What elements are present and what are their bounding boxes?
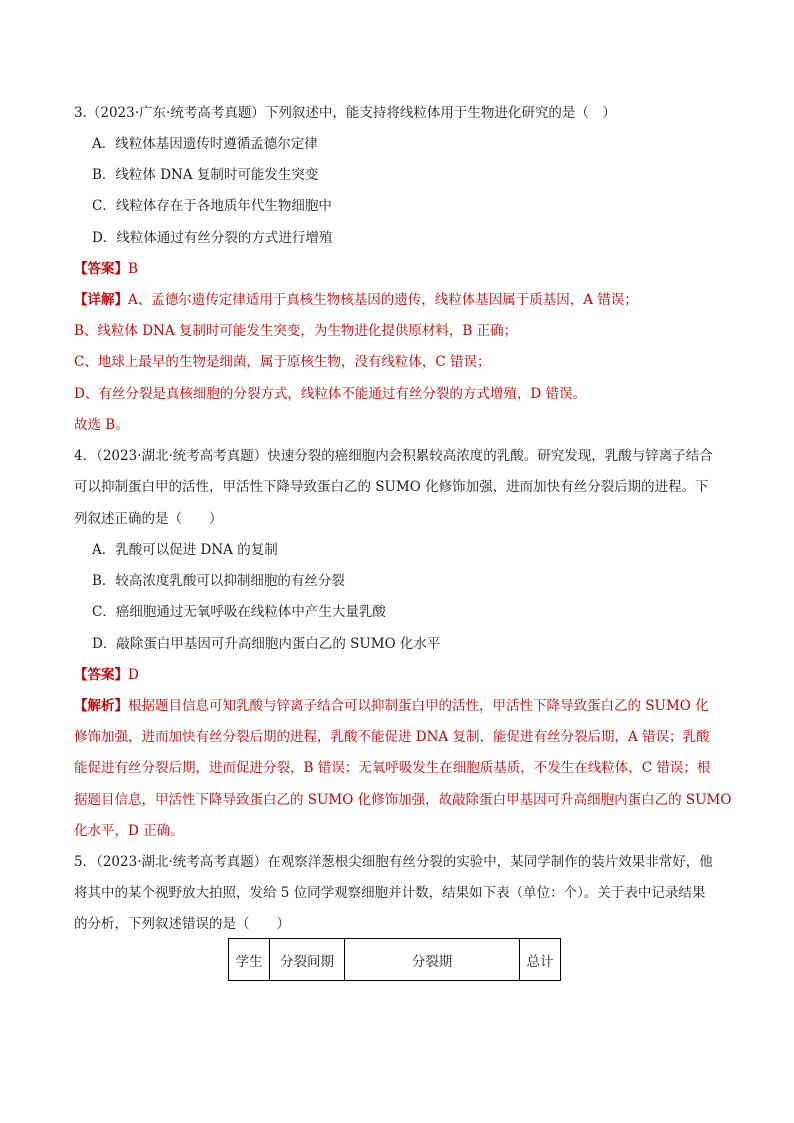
q3-option-b: B．线粒体 DNA 复制时可能发生突变 xyxy=(92,167,319,183)
q5-stem-line: 将其中的某个视野放大拍照，发给 5 位同学观察细胞并计数，结果如下表（单位：个）。关于表中记录结果 xyxy=(74,885,706,901)
answer-tag: 【答案】 xyxy=(74,261,128,277)
table-header-cell: 分裂间期 xyxy=(270,939,345,981)
q3-conclusion: 故选 B。 xyxy=(74,417,129,433)
answer-value: D xyxy=(128,667,139,683)
answer-tag: 【答案】 xyxy=(74,667,128,683)
q3-option-a: A．线粒体基因遗传时遵循孟德尔定律 xyxy=(92,136,318,152)
q3-stem: 3.（2023·广东·统考高考真题）下列叙述中，能支持将线粒体用于生物进化研究的是（ ） xyxy=(74,105,616,121)
q4-option-b: B．较高浓度乳酸可以抑制细胞的有丝分裂 xyxy=(92,573,345,589)
table-header-cell: 总计 xyxy=(520,939,561,981)
answer-value: B xyxy=(128,261,138,277)
q5-data-table xyxy=(228,938,561,981)
q4-analysis-line xyxy=(74,696,709,716)
q5-stem-line: 5．（2023·湖北·统考高考真题）在观察洋葱根尖细胞有丝分裂的实验中，某同学制作的装片效果非常好，他 xyxy=(74,854,713,870)
q4-stem-line: 可以抑制蛋白甲的活性，甲活性下降导致蛋白乙的 SUMO 化修饰加强，进而加快有丝分裂后期的进程。下 xyxy=(74,479,709,495)
q4-stem-line: 4．（2023·湖北·统考高考真题）快速分裂的癌细胞内会积累较高浓度的乳酸。研究发现，乳酸与锌离子结合 xyxy=(74,448,713,464)
q4-analysis-line: 修饰加强，进而加快有丝分裂后期的进程，乳酸不能促进 DNA 复制，能促进有丝分裂后期，A 错误；乳酸 xyxy=(74,729,710,745)
table-header-cell: 分裂期 xyxy=(345,939,520,981)
q3-option-c: C．线粒体存在于各地质年代生物细胞中 xyxy=(92,198,332,214)
q3-detail-line: C、地球上最早的生物是细菌，属于原核生物，没有线粒体，C 错误； xyxy=(74,354,491,370)
q3-option-d: D．线粒体通过有丝分裂的方式进行增殖 xyxy=(92,230,333,246)
detail-tag: 【详解】 xyxy=(74,292,128,308)
q4-option-a: A．乳酸可以促进 DNA 的复制 xyxy=(92,542,278,558)
q4-analysis-line: 据题目信息，甲活性下降导致蛋白乙的 SUMO 化修饰加强，故敲除蛋白甲基因可升高细胞内蛋白乙的 SUMO xyxy=(74,792,732,808)
q4-option-c: C．癌细胞通过无氧呼吸在线粒体中产生大量乳酸 xyxy=(92,604,386,620)
q3-detail-line: B、线粒体 DNA 复制时可能发生突变，为生物进化提供原材料，B 正确； xyxy=(74,323,518,339)
q4-analysis-line: 化水平，D 正确。 xyxy=(74,823,184,839)
q5-stem-line: 的分析，下列叙述错误的是（ ） xyxy=(74,916,290,932)
q4-option-d: D．敲除蛋白甲基因可升高细胞内蛋白乙的 SUMO 化水平 xyxy=(92,636,441,652)
table-header-row xyxy=(229,939,561,981)
q4-analysis-line: 能促进有丝分裂后期，进而促进分裂，B 错误；无氧呼吸发生在细胞质基质，不发生在线粒体，C 错误；根 xyxy=(74,760,711,776)
q3-detail-line xyxy=(74,290,638,310)
q3-answer xyxy=(74,259,138,279)
q3-detail-line: D、有丝分裂是真核细胞的分裂方式，线粒体不能通过有丝分裂的方式增殖，D 错误。 xyxy=(74,386,586,402)
analysis-tag: 【解析】 xyxy=(74,698,128,714)
analysis-text: 根据题目信息可知乳酸与锌离子结合可以抑制蛋白甲的活性，甲活性下降导致蛋白乙的 SUMO 化 xyxy=(128,698,709,714)
q4-stem-line: 列叙述正确的是（ ） xyxy=(74,511,223,527)
table-header-cell: 学生 xyxy=(229,939,270,981)
detail-text: A、孟德尔遗传定律适用于真核生物核基因的遗传，线粒体基因属于质基因，A 错误； xyxy=(128,292,638,308)
q4-answer xyxy=(74,665,139,685)
